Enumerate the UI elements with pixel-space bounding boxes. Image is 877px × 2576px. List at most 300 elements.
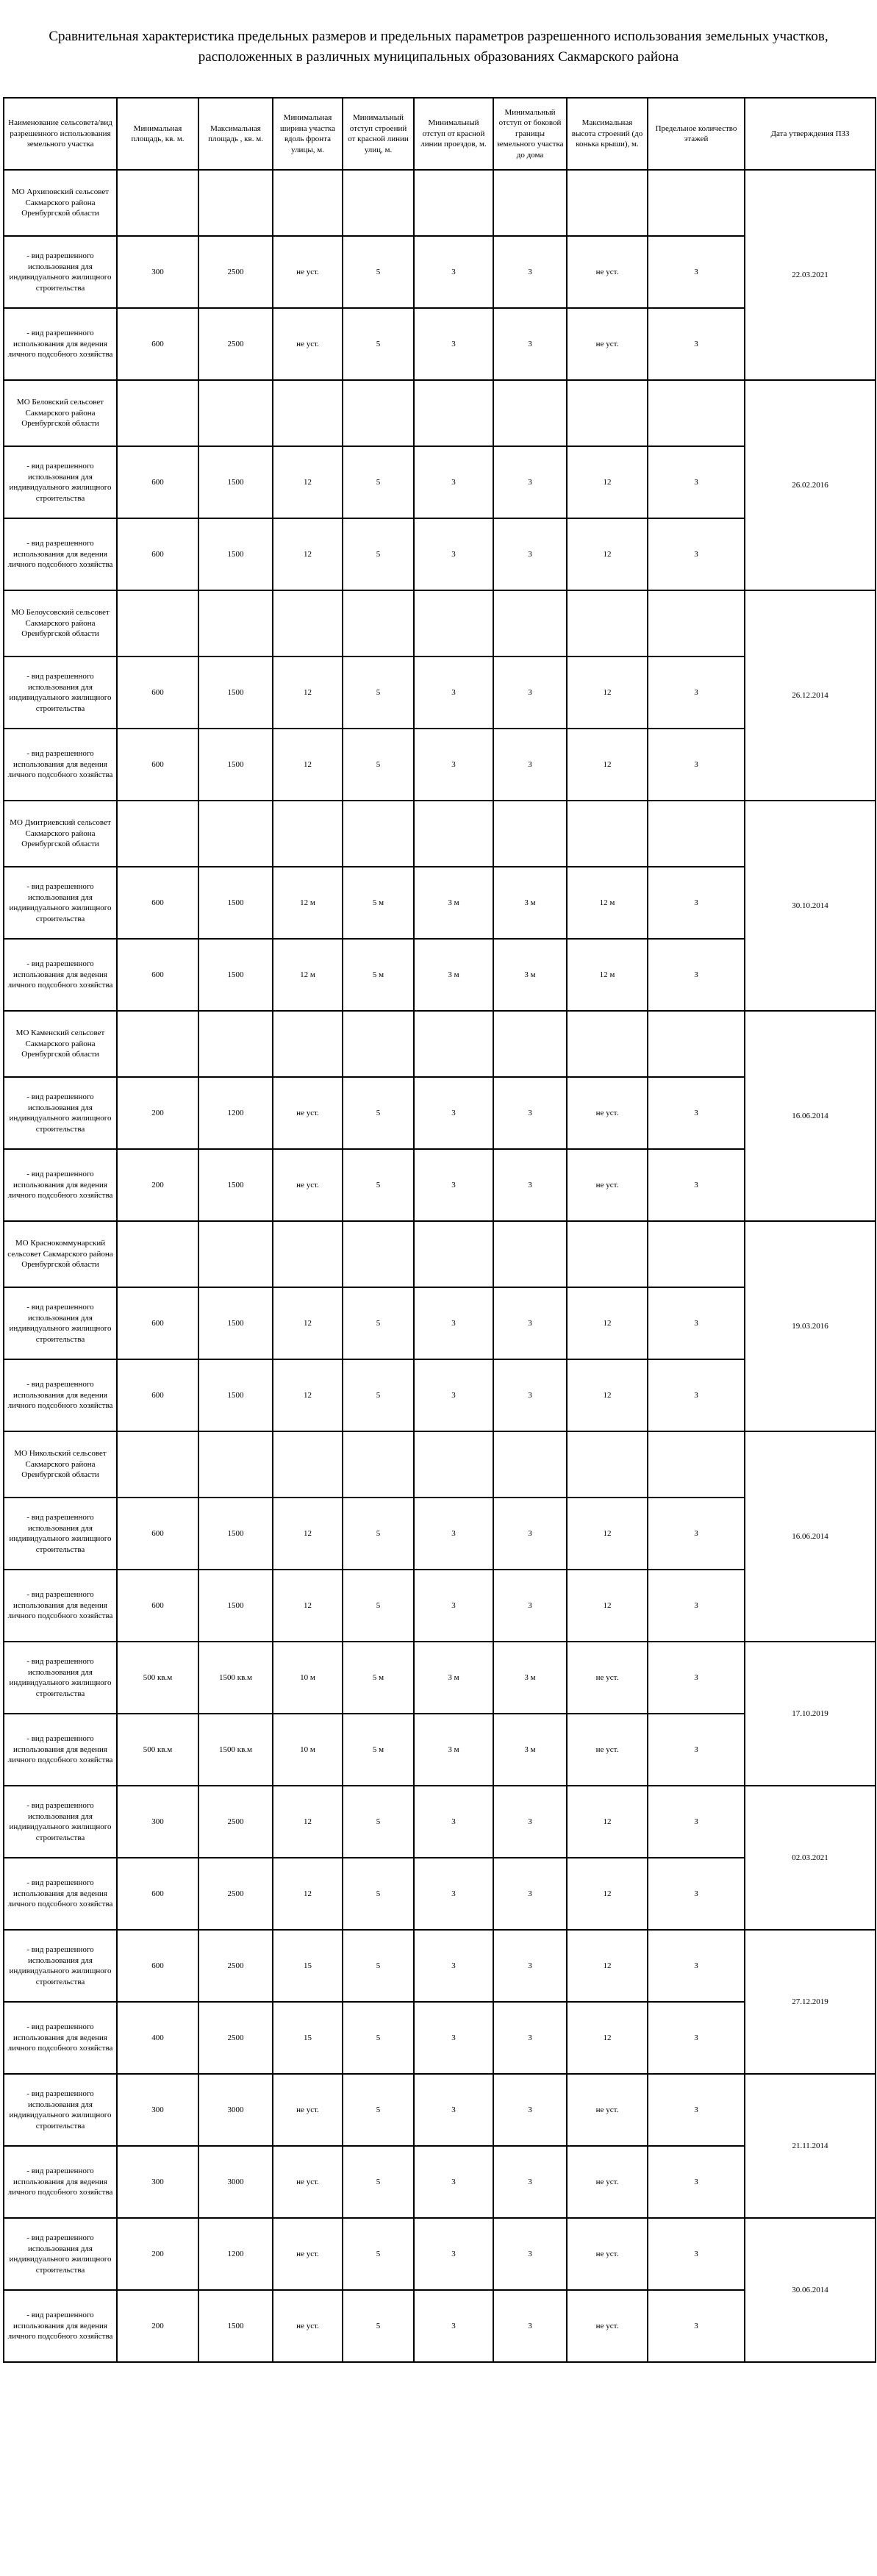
value-cell: 600 [117, 1359, 198, 1431]
empty-cell [648, 170, 745, 236]
value-cell: 12 [567, 1570, 648, 1642]
value-cell: 3 [648, 2218, 745, 2290]
table-row [4, 2218, 876, 2290]
value-cell: 5 [343, 1930, 414, 2002]
municipality-name: МО Каменский сельсовет Сакмарского района Оренбургской области [4, 1011, 117, 1077]
empty-cell [648, 590, 745, 656]
table-row [4, 1786, 876, 1858]
value-cell: 3 [648, 2002, 745, 2074]
value-cell: 3 [493, 518, 567, 590]
value-cell: 1500 кв.м [198, 1714, 273, 1786]
empty-cell [493, 1011, 567, 1077]
value-cell: 3000 [198, 2146, 273, 2218]
value-cell: 15 [273, 2002, 343, 2074]
value-cell: 1500 [198, 867, 273, 939]
value-cell: 3 [493, 656, 567, 729]
value-cell: 3 [493, 1498, 567, 1570]
empty-cell [567, 801, 648, 867]
value-cell: не уст. [567, 308, 648, 380]
empty-cell [493, 170, 567, 236]
value-cell: не уст. [567, 1642, 648, 1714]
usage-type-label: - вид разрешенного использования для ведения личного подсобного хозяйства [4, 1714, 117, 1786]
value-cell: 12 [273, 729, 343, 801]
empty-cell [198, 170, 273, 236]
value-cell: 5 [343, 2002, 414, 2074]
value-cell: 3 [414, 1930, 493, 2002]
empty-cell [493, 590, 567, 656]
value-cell: не уст. [273, 1149, 343, 1221]
empty-cell [414, 380, 493, 446]
value-cell: 1200 [198, 2218, 273, 2290]
value-cell: не уст. [273, 2074, 343, 2146]
empty-cell [343, 380, 414, 446]
empty-cell [414, 1011, 493, 1077]
column-header-max-area: Максимальная площадь , кв. м. [198, 98, 273, 170]
empty-cell [117, 1011, 198, 1077]
value-cell: 3 [414, 446, 493, 518]
value-cell: 500 кв.м [117, 1642, 198, 1714]
value-cell: 3 [493, 2218, 567, 2290]
empty-cell [648, 380, 745, 446]
usage-type-label: - вид разрешенного использования для ведения личного подсобного хозяйства [4, 308, 117, 380]
approval-date: 17.10.2019 [745, 1642, 876, 1786]
empty-cell [414, 170, 493, 236]
approval-date: 27.12.2019 [745, 1930, 876, 2074]
usage-type-label: - вид разрешенного использования для индивидуального жилищного строительства [4, 1642, 117, 1714]
value-cell: 5 [343, 1570, 414, 1642]
value-cell: 3 [414, 2002, 493, 2074]
value-cell: 300 [117, 2146, 198, 2218]
value-cell: 5 м [343, 867, 414, 939]
value-cell: не уст. [273, 2290, 343, 2362]
value-cell: 5 [343, 1149, 414, 1221]
value-cell: не уст. [567, 1714, 648, 1786]
municipality-name: МО Краснокоммунарский сельсовет Сакмарского района Оренбургской области [4, 1221, 117, 1287]
value-cell: 12 [273, 446, 343, 518]
value-cell: 1500 [198, 2290, 273, 2362]
usage-type-label: - вид разрешенного использования для индивидуального жилищного строительства [4, 2074, 117, 2146]
value-cell: 5 [343, 2290, 414, 2362]
value-cell: 1500 [198, 1570, 273, 1642]
value-cell: 1500 [198, 939, 273, 1011]
value-cell: 3 [648, 1858, 745, 1930]
value-cell: 3 м [493, 1642, 567, 1714]
empty-cell [567, 590, 648, 656]
value-cell: 5 [343, 1359, 414, 1431]
value-cell: 3 [493, 2074, 567, 2146]
value-cell: 3 м [493, 1714, 567, 1786]
value-cell: 3 [648, 1149, 745, 1221]
usage-type-label: - вид разрешенного использования для ведения личного подсобного хозяйства [4, 2290, 117, 2362]
value-cell: 5 м [343, 1642, 414, 1714]
value-cell: 3 [648, 236, 745, 308]
value-cell: 600 [117, 1858, 198, 1930]
value-cell: 3 [414, 2074, 493, 2146]
value-cell: 600 [117, 939, 198, 1011]
value-cell: 3 [493, 1149, 567, 1221]
value-cell: 2500 [198, 308, 273, 380]
value-cell: 3 [414, 518, 493, 590]
value-cell: 12 м [567, 939, 648, 1011]
municipality-row [4, 801, 876, 867]
value-cell: 12 [273, 1498, 343, 1570]
empty-cell [567, 1431, 648, 1498]
value-cell: 12 м [567, 867, 648, 939]
usage-type-label: - вид разрешенного использования для ведения личного подсобного хозяйства [4, 1149, 117, 1221]
empty-cell [198, 801, 273, 867]
empty-cell [648, 1431, 745, 1498]
value-cell: 3 [648, 1077, 745, 1149]
value-cell: не уст. [567, 1149, 648, 1221]
value-cell: 3 [414, 1786, 493, 1858]
value-cell: 1500 [198, 1359, 273, 1431]
value-cell: 3 [648, 867, 745, 939]
empty-cell [273, 1011, 343, 1077]
value-cell: 5 м [343, 1714, 414, 1786]
empty-cell [198, 380, 273, 446]
value-cell: 3 [648, 2290, 745, 2362]
usage-type-label: - вид разрешенного использования для ведения личного подсобного хозяйства [4, 1359, 117, 1431]
value-cell: 300 [117, 1786, 198, 1858]
usage-type-label: - вид разрешенного использования для индивидуального жилищного строительства [4, 1287, 117, 1359]
value-cell: 3 [414, 1858, 493, 1930]
value-cell: не уст. [567, 2218, 648, 2290]
usage-type-label: - вид разрешенного использования для индивидуального жилищного строительства [4, 446, 117, 518]
value-cell: не уст. [273, 2218, 343, 2290]
document-title: Сравнительная характеристика предельных размеров и предельных параметров разрешенного использования земельных участков, расположенных в различных муниципальных образованиях Сакмарского района [49, 29, 828, 65]
value-cell: 600 [117, 1287, 198, 1359]
empty-cell [273, 1221, 343, 1287]
value-cell: 3 [493, 729, 567, 801]
value-cell: 12 [567, 446, 648, 518]
value-cell: 3 [648, 1570, 745, 1642]
empty-cell [414, 1431, 493, 1498]
column-header-min-area: Минимальная площадь, кв. м. [117, 98, 198, 170]
header-row [4, 98, 876, 170]
value-cell: 1500 [198, 1149, 273, 1221]
value-cell: не уст. [567, 2290, 648, 2362]
empty-cell [567, 170, 648, 236]
usage-type-label: - вид разрешенного использования для ведения личного подсобного хозяйства [4, 1858, 117, 1930]
value-cell: 3 [414, 2290, 493, 2362]
empty-cell [567, 380, 648, 446]
value-cell: 5 [343, 1858, 414, 1930]
approval-date: 22.03.2021 [745, 170, 876, 380]
value-cell: 5 [343, 2218, 414, 2290]
column-header-street-setback: Минимальный отступ строений от красной линии улиц, м. [343, 98, 414, 170]
value-cell: 3 [493, 1287, 567, 1359]
value-cell: 12 [567, 729, 648, 801]
usage-type-label: - вид разрешенного использования для индивидуального жилищного строительства [4, 1077, 117, 1149]
value-cell: 200 [117, 1149, 198, 1221]
value-cell: 600 [117, 867, 198, 939]
value-cell: 1500 [198, 1498, 273, 1570]
usage-type-label: - вид разрешенного использования для индивидуального жилищного строительства [4, 867, 117, 939]
empty-cell [117, 380, 198, 446]
table-row [4, 1930, 876, 2002]
empty-cell [414, 590, 493, 656]
value-cell: не уст. [273, 236, 343, 308]
empty-cell [198, 1011, 273, 1077]
municipality-row [4, 590, 876, 656]
value-cell: 1500 [198, 729, 273, 801]
usage-type-label: - вид разрешенного использования для индивидуального жилищного строительства [4, 1786, 117, 1858]
value-cell: 300 [117, 236, 198, 308]
empty-cell [198, 1221, 273, 1287]
usage-type-label: - вид разрешенного использования для индивидуального жилищного строительства [4, 1930, 117, 2002]
value-cell: 12 [273, 656, 343, 729]
approval-date: 16.06.2014 [745, 1431, 876, 1642]
usage-type-label: - вид разрешенного использования для индивидуального жилищного строительства [4, 236, 117, 308]
value-cell: 400 [117, 2002, 198, 2074]
approval-date: 16.06.2014 [745, 1011, 876, 1221]
approval-date: 30.06.2014 [745, 2218, 876, 2362]
empty-cell [117, 1431, 198, 1498]
value-cell: 5 [343, 1287, 414, 1359]
value-cell: 600 [117, 729, 198, 801]
value-cell: 5 [343, 656, 414, 729]
value-cell: 3 [414, 1570, 493, 1642]
value-cell: 3 [414, 2218, 493, 2290]
value-cell: 3 [493, 1786, 567, 1858]
empty-cell [198, 590, 273, 656]
value-cell: 200 [117, 2218, 198, 2290]
column-header-min-width: Минимальная ширина участка вдоль фронта улицы, м. [273, 98, 343, 170]
empty-cell [648, 801, 745, 867]
municipality-row [4, 170, 876, 236]
value-cell: 5 [343, 446, 414, 518]
value-cell: 12 [273, 1570, 343, 1642]
column-header-max-floors: Предельное количество этажей [648, 98, 745, 170]
value-cell: 3 [493, 2290, 567, 2362]
value-cell: 12 [567, 1498, 648, 1570]
approval-date: 30.10.2014 [745, 801, 876, 1011]
usage-type-label: - вид разрешенного использования для индивидуального жилищного строительства [4, 656, 117, 729]
municipality-name: МО Никольский сельсовет Сакмарского района Оренбургской области [4, 1431, 117, 1498]
empty-cell [343, 801, 414, 867]
value-cell: 3 [414, 729, 493, 801]
empty-cell [273, 380, 343, 446]
value-cell: 3 [648, 1287, 745, 1359]
value-cell: 12 м [273, 939, 343, 1011]
municipality-name: МО Беловский сельсовет Сакмарского района Оренбургской области [4, 380, 117, 446]
empty-cell [343, 590, 414, 656]
value-cell: 2500 [198, 1930, 273, 2002]
value-cell: 3 [414, 1498, 493, 1570]
value-cell: 3 [493, 1858, 567, 1930]
value-cell: 3 [648, 939, 745, 1011]
empty-cell [493, 380, 567, 446]
value-cell: 15 [273, 1930, 343, 2002]
value-cell: 3 [414, 308, 493, 380]
value-cell: 3 [493, 446, 567, 518]
value-cell: 3 [493, 236, 567, 308]
empty-cell [117, 590, 198, 656]
comparison-table [3, 97, 876, 2363]
value-cell: 5 [343, 729, 414, 801]
value-cell: 3 м [414, 1642, 493, 1714]
value-cell: не уст. [567, 2074, 648, 2146]
value-cell: 500 кв.м [117, 1714, 198, 1786]
empty-cell [117, 801, 198, 867]
empty-cell [414, 801, 493, 867]
value-cell: 3 [493, 2146, 567, 2218]
value-cell: 3 [648, 729, 745, 801]
value-cell: 3 [648, 308, 745, 380]
usage-type-label: - вид разрешенного использования для ведения личного подсобного хозяйства [4, 729, 117, 801]
empty-cell [648, 1011, 745, 1077]
value-cell: не уст. [273, 308, 343, 380]
municipality-row [4, 1431, 876, 1498]
value-cell: 10 м [273, 1714, 343, 1786]
approval-date: 26.12.2014 [745, 590, 876, 801]
value-cell: 12 [567, 518, 648, 590]
table-row [4, 1642, 876, 1714]
municipality-row [4, 380, 876, 446]
value-cell: 2500 [198, 1786, 273, 1858]
value-cell: 3 м [493, 867, 567, 939]
value-cell: 3 м [414, 939, 493, 1011]
municipality-name: МО Архиповский сельсовет Сакмарского района Оренбургской области [4, 170, 117, 236]
value-cell: 300 [117, 2074, 198, 2146]
value-cell: 3 [648, 2074, 745, 2146]
empty-cell [198, 1431, 273, 1498]
value-cell: не уст. [273, 2146, 343, 2218]
value-cell: 3 м [414, 867, 493, 939]
value-cell: 3 [414, 1077, 493, 1149]
value-cell: 600 [117, 518, 198, 590]
value-cell: 1500 [198, 518, 273, 590]
column-header-max-height: Максимальная высота строений (до конька крыши), м. [567, 98, 648, 170]
value-cell: 3 [648, 1714, 745, 1786]
approval-date: 02.03.2021 [745, 1786, 876, 1930]
municipality-name: МО Белоусовский сельсовет Сакмарского района Оренбургской области [4, 590, 117, 656]
value-cell: 3 [493, 308, 567, 380]
value-cell: 12 [567, 1858, 648, 1930]
value-cell: 200 [117, 1077, 198, 1149]
value-cell: 3 [648, 1498, 745, 1570]
value-cell: 2500 [198, 236, 273, 308]
value-cell: не уст. [567, 236, 648, 308]
approval-date: 26.02.2016 [745, 380, 876, 590]
value-cell: 5 [343, 308, 414, 380]
value-cell: 12 [273, 518, 343, 590]
value-cell: 3 [648, 656, 745, 729]
empty-cell [343, 170, 414, 236]
usage-type-label: - вид разрешенного использования для ведения личного подсобного хозяйства [4, 2146, 117, 2218]
value-cell: не уст. [567, 2146, 648, 2218]
value-cell: 3 [414, 236, 493, 308]
value-cell: 10 м [273, 1642, 343, 1714]
value-cell: 3 [648, 2146, 745, 2218]
value-cell: 600 [117, 656, 198, 729]
value-cell: 12 [567, 1287, 648, 1359]
value-cell: 3 [414, 2146, 493, 2218]
empty-cell [493, 1431, 567, 1498]
empty-cell [273, 801, 343, 867]
usage-type-label: - вид разрешенного использования для ведения личного подсобного хозяйства [4, 1570, 117, 1642]
value-cell: 1500 [198, 446, 273, 518]
value-cell: 3 [414, 656, 493, 729]
usage-type-label: - вид разрешенного использования для индивидуального жилищного строительства [4, 2218, 117, 2290]
table-row [4, 2074, 876, 2146]
value-cell: 12 м [273, 867, 343, 939]
municipality-row [4, 1221, 876, 1287]
value-cell: 5 [343, 518, 414, 590]
value-cell: 1500 [198, 656, 273, 729]
value-cell: 5 [343, 1786, 414, 1858]
value-cell: 3 [648, 518, 745, 590]
column-header-side-setback: Минимальный отступ от боковой границы земельного участка до дома [493, 98, 567, 170]
value-cell: 12 [273, 1858, 343, 1930]
empty-cell [648, 1221, 745, 1287]
usage-type-label: - вид разрешенного использования для ведения личного подсобного хозяйства [4, 939, 117, 1011]
value-cell: 600 [117, 1498, 198, 1570]
value-cell: не уст. [273, 1077, 343, 1149]
empty-cell [493, 801, 567, 867]
value-cell: 3 [493, 1930, 567, 2002]
value-cell: 12 [567, 1786, 648, 1858]
value-cell: 12 [567, 2002, 648, 2074]
usage-type-label: - вид разрешенного использования для ведения личного подсобного хозяйства [4, 518, 117, 590]
value-cell: 3 [648, 1359, 745, 1431]
value-cell: 3 [414, 1287, 493, 1359]
value-cell: 12 [567, 656, 648, 729]
empty-cell [493, 1221, 567, 1287]
empty-cell [567, 1221, 648, 1287]
approval-date: 21.11.2014 [745, 2074, 876, 2218]
value-cell: 3 [648, 446, 745, 518]
value-cell: 1500 [198, 1287, 273, 1359]
value-cell: 5 [343, 2146, 414, 2218]
value-cell: 1200 [198, 1077, 273, 1149]
value-cell: 3000 [198, 2074, 273, 2146]
column-header-driveway-setback: Минимальный отступ от красной линии проездов, м. [414, 98, 493, 170]
empty-cell [117, 1221, 198, 1287]
usage-type-label: - вид разрешенного использования для ведения личного подсобного хозяйства [4, 2002, 117, 2074]
empty-cell [343, 1011, 414, 1077]
column-header-name: Наименование сельсовета/вид разрешенного использования земельного участка [4, 98, 117, 170]
value-cell: 5 [343, 236, 414, 308]
value-cell: 3 м [414, 1714, 493, 1786]
value-cell: 5 [343, 2074, 414, 2146]
value-cell: 12 [273, 1287, 343, 1359]
value-cell: 5 м [343, 939, 414, 1011]
value-cell: 3 [648, 1642, 745, 1714]
value-cell: 12 [273, 1359, 343, 1431]
value-cell: 3 м [493, 939, 567, 1011]
value-cell: 12 [273, 1786, 343, 1858]
usage-type-label: - вид разрешенного использования для индивидуального жилищного строительства [4, 1498, 117, 1570]
empty-cell [117, 170, 198, 236]
empty-cell [343, 1431, 414, 1498]
empty-cell [273, 590, 343, 656]
value-cell: 3 [648, 1786, 745, 1858]
value-cell: 1500 кв.м [198, 1642, 273, 1714]
value-cell: 2500 [198, 2002, 273, 2074]
value-cell: 3 [414, 1359, 493, 1431]
value-cell: 600 [117, 1930, 198, 2002]
value-cell: 3 [493, 1359, 567, 1431]
empty-cell [343, 1221, 414, 1287]
value-cell: 5 [343, 1077, 414, 1149]
value-cell: 3 [493, 1077, 567, 1149]
municipality-row [4, 1011, 876, 1077]
empty-cell [567, 1011, 648, 1077]
value-cell: 12 [567, 1930, 648, 2002]
value-cell: 3 [648, 1930, 745, 2002]
column-header-approval-date: Дата утверждения ПЗЗ [745, 98, 876, 170]
